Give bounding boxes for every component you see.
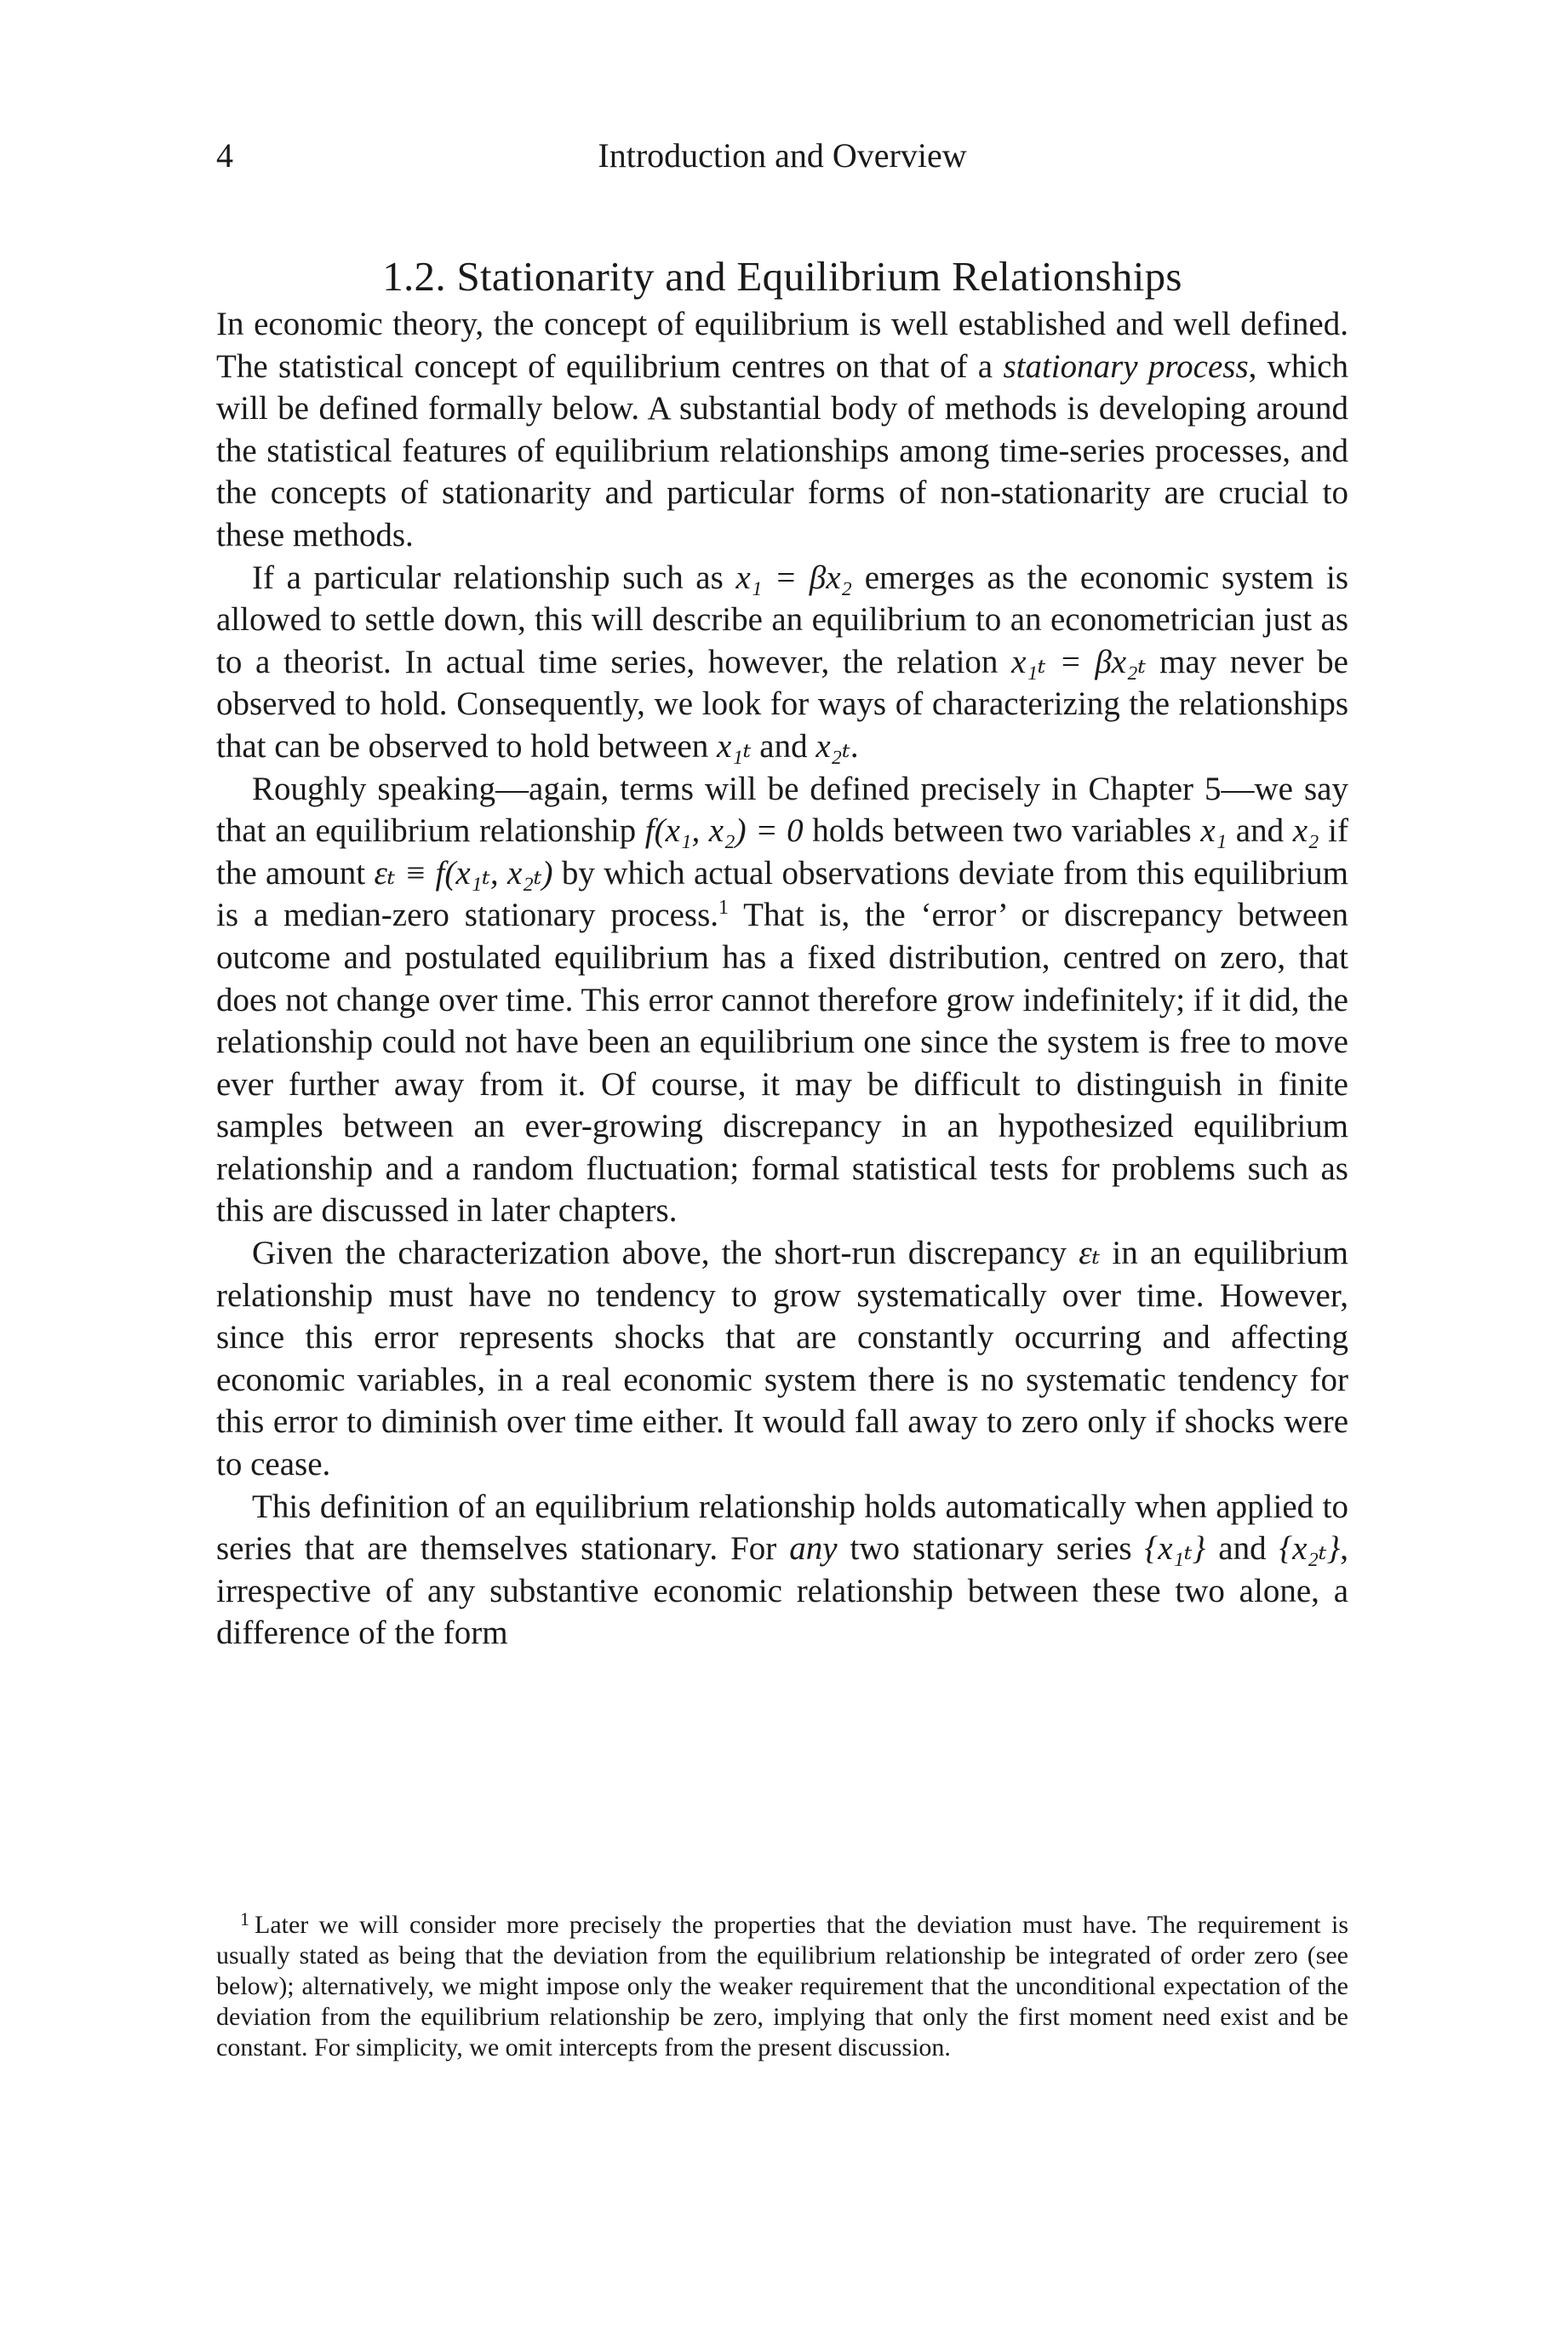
page-number: 4 [216,136,233,175]
footnote-mark: 1 [240,1908,249,1930]
paragraph-2 [216,557,1348,768]
text-run: and [1227,812,1293,850]
math-expression: x₁ₜ = βx₂ₜ [1011,643,1147,680]
text-run: by which actual observations deviate from this equilibrium is a median-zero stationary process. [216,854,1348,934]
text-run: and [751,727,816,765]
math-expression: {x₂ₜ} [1279,1530,1341,1568]
math-expression: x₁ [1200,812,1228,850]
emphasis: stationary process [1003,347,1249,385]
math-expression: εₜ ≡ f(x₁ₜ, x₂ₜ) [374,854,553,892]
text-run: , irrespective of any substantive economic relationship between these two alone, a difference of the form [216,1530,1348,1652]
math-expression: {x₁ₜ} [1144,1530,1206,1568]
paragraph-5 [216,1486,1348,1654]
paragraph-3 [216,768,1348,1233]
math-expression: f(x₁, x₂) = 0 [644,812,804,850]
text-run: That is, the ‘error’ or discrepancy between outcome and postulated equilibrium has a fixed distribution, centred on zero, that does not change over time. This error cannot therefore grow indefinitely; if it did, the relationship could not have been an equilibrium one since the system is free to move ever further away from it. Of course, it may be difficult to distinguish in finite samples between an ever-growing discrepancy in an hypothesized equilibrium relationship and a random fluctuation; formal statistical tests for problems such as this are discussed in later chapters. [216,897,1348,1230]
text-run: emerges as the economic system is allowed to settle down, this will describe an equilibrium to an econometrician just as to a theorist. In actual time series, however, the relation [216,559,1349,680]
text-run: . [850,727,859,765]
section-title: 1.2. Stationarity and Equilibrium Relationships [382,252,1182,300]
body-text [216,303,1348,1654]
paragraph-1 [216,303,1348,557]
footnote-1 [216,1904,1348,2063]
footnotes [216,1904,1348,2063]
text-run: In economic theory, the concept of equilibrium is well established and well defined. The statistical concept of equilibrium centres on that of a [216,306,1348,385]
text-run: may never be observed to hold. Consequently, we look for ways of characterizing the relationships that can be observed to hold between [216,643,1348,765]
math-expression: εₜ [1079,1235,1101,1272]
emphasis: any [789,1530,838,1568]
running-title: Introduction and Overview [598,136,967,175]
math-expression: x₁ = βx₂ [735,559,853,596]
text-run: , which will be defined formally below. A substantial body of methods is developing around the statistical features of equilibrium relationships among time-series processes, and the concepts of stationarity and particular forms of non-stationarity are crucial to these methods. [216,347,1348,553]
text-run: in an equilibrium relationship must have no tendency to grow systematically over time. However, since this error represents shocks that are constantly occurring and affecting economic variables, in a real economic system there is no systematic tendency for this error to diminish over time either. It would fall away to zero only if shocks were to cease. [216,1235,1348,1483]
footnote-text: Later we will consider more precisely the properties that the deviation must have. The requirement is usually stated as being that the deviation from the equilibrium relationship be integrated of order zero (see below); alternatively, we might impose only the weaker requirement that the unconditional expectation of the deviation from the equilibrium relationship be zero, implying that only the first moment need exist and be constant. For simplicity, we omit intercepts from the present discussion. [216,1911,1348,2061]
text-run: If a particular relationship such as [252,559,736,596]
text-run: Roughly speaking—again, terms will be defined precisely in Chapter 5—we say that an equilibrium relationship [216,770,1348,850]
math-expression: x₂ [1292,812,1319,850]
text-run: two stationary series [837,1530,1145,1568]
math-expression: x₁ₜ [717,727,752,765]
text-run: if the amount [216,812,1348,892]
text-run: This definition of an equilibrium relationship holds automatically when applied to series that are themselves stationary. For [216,1488,1348,1568]
text-run: holds between two variables [803,812,1201,850]
text-run: Given the characterization above, the short-run discrepancy [252,1235,1079,1272]
paragraph-4 [216,1232,1348,1486]
text-run: and [1205,1530,1279,1568]
math-expression: x₂ₜ [815,727,850,765]
footnote-reference[interactable]: 1 [718,897,730,920]
running-head [216,132,1348,180]
